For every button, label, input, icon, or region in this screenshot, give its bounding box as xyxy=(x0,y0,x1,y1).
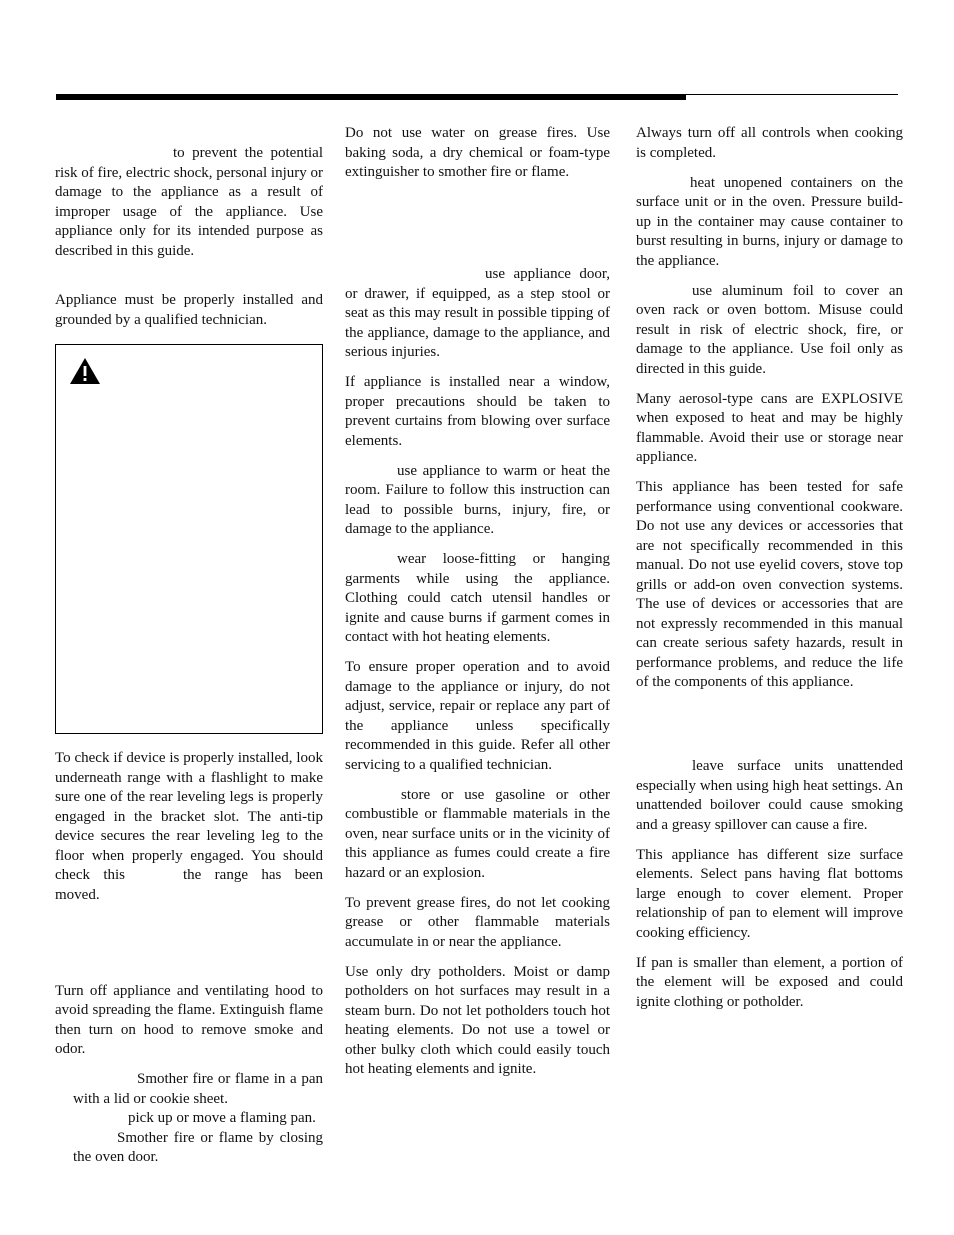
anti-tip-text: To check if device is properly installed, look underneath range with a flashlight to make sure one of the rear leveling legs is properly engaged in the bracket slot. The anti-tip device secures the rear leveling leg to the floor when properly engaged. You should check this xyxy=(55,750,323,883)
garments-paragraph xyxy=(345,550,610,648)
service-paragraph xyxy=(345,658,610,775)
intro-text: to prevent the potential risk of fire, electric shock, personal injury or damage to the appliance as a result of improper usage of the appliance. Use appliance only for its intended purpose as described in this guide. xyxy=(55,145,323,259)
fire-text: Turn off appliance and ventilating hood to avoid spreading the flame. Extinguish flame then turn on hood to remove smoke and odor. xyxy=(55,982,323,1057)
unattended-paragraph xyxy=(636,757,903,835)
foil-text: use aluminum foil to cover an oven rack or oven bottom. Misuse could result in risk of electric shock, fire, or damage to the appliance. Use foil only as directed in this guide. xyxy=(636,282,903,377)
grease-water-text: Do not use water on grease fires. Use baking soda, a dry chemical or foam-type extinguisher to smother fire or flame. xyxy=(345,125,610,180)
warning-triangle-icon xyxy=(69,357,101,385)
fire-step-2 xyxy=(55,1109,323,1129)
header-rule-thin xyxy=(686,94,898,95)
warning-box xyxy=(55,344,323,734)
element-size-paragraph xyxy=(636,846,903,944)
window-paragraph xyxy=(345,373,610,451)
header-rule-thick xyxy=(56,94,686,100)
gasoline-text: store or use gasoline or other combustible or flammable materials in the oven, near surface units or in the vicinity of this appliance as fumes could create a fire hazard or an explosion. xyxy=(345,786,610,881)
foil-paragraph xyxy=(636,282,903,380)
fire-paragraph xyxy=(55,982,323,1060)
accessories-paragraph xyxy=(636,478,903,693)
fire-step-2-text: pick up or move a flaming pan. xyxy=(128,1110,316,1126)
window-text: If appliance is installed near a window, proper precautions should be taken to prevent curtains from blowing over surface elements. xyxy=(345,374,610,449)
fire-step-3 xyxy=(55,1129,323,1168)
unattended-text: leave surface units unattended especially when using high heat settings. An unattended boilover could cause smoking and a greasy spillover can cause a fire. xyxy=(636,758,903,833)
warm-room-text: use appliance to warm or heat the room. Failure to follow this instruction can lead to possible burns, injury, fire, or damage to the appliance. xyxy=(345,462,610,537)
fire-step-3-text: Smother fire or flame by closing the oven door. xyxy=(73,1129,323,1165)
fire-step-1-text: Smother fire or flame in a pan with a lid or cookie sheet. xyxy=(73,1071,323,1107)
grease-water-paragraph xyxy=(345,124,610,183)
aerosol-paragraph xyxy=(636,390,903,468)
column-2 xyxy=(345,124,610,1090)
door-stool-paragraph xyxy=(345,265,610,363)
aerosol-text: Many aerosol-type cans are EXPLOSIVE when exposed to heat and may be highly flammable. Avoid their use or storage near appliance. xyxy=(636,390,903,465)
column-3 xyxy=(636,124,903,1023)
pan-smaller-text: If pan is smaller than element, a portion of the element will be exposed and could ignite clothing or potholder. xyxy=(636,954,903,1010)
garments-text: wear loose-fitting or hanging garments while using the appliance. Clothing could catch utensil handles or ignite and cause burns if garment comes in contact with hot heating elements. xyxy=(345,551,610,645)
containers-text: heat unopened containers on the surface unit or in the oven. Pressure build-up in the container may cause container to burst resulting in burns, injury or damage to the appliance. xyxy=(636,174,903,269)
install-paragraph xyxy=(55,272,323,331)
grease-accumulate-paragraph xyxy=(345,894,610,953)
containers-paragraph xyxy=(636,174,903,272)
controls-text: Always turn off all controls when cooking is completed. xyxy=(636,125,903,161)
intro-paragraph xyxy=(55,144,323,261)
accessories-text: This appliance has been tested for safe performance using conventional cookware. Do not use any devices or accessories that are not specifically recommended in this manual. Do not use eyelid covers, stove top grills or add-on oven convection systems. The use of devices or accessories that are not expressly recommended in this manual can create serious safety hazards, result in performance problems, and reduce the life of the components of this appliance. xyxy=(636,479,903,690)
potholders-text: Use only dry potholders. Moist or damp potholders on hot surfaces may result in a steam burn. Do not let potholders touch hot heating elements. Do not use a towel or other bulky cloth which could easily touch hot heating elements and ignite. xyxy=(345,963,610,1077)
warm-room-paragraph xyxy=(345,462,610,540)
anti-tip-paragraph xyxy=(55,749,323,905)
gasoline-paragraph xyxy=(345,786,610,884)
potholders-paragraph xyxy=(345,963,610,1080)
door-stool-text: use appliance door, or drawer, if equipped, as a step stool or seat as this may result in possible tipping of the appliance, damage to the appliance, and serious injuries. xyxy=(345,266,610,360)
element-size-text: This appliance has different size surface elements. Select pans having flat bottoms large enough to cover element. Proper relationship of pan to element will improve cooking efficiency. xyxy=(636,846,903,941)
anti-tip-text-end: the range has been moved. xyxy=(55,867,323,903)
grease-accumulate-text: To prevent grease fires, do not let cooking grease or other flammable materials accumulate in or near the appliance. xyxy=(345,894,610,950)
column-1 xyxy=(55,124,323,1168)
pan-smaller-paragraph xyxy=(636,954,903,1013)
install-text: Appliance must be properly installed and grounded by a qualified technician. xyxy=(55,292,323,328)
fire-step-1 xyxy=(55,1070,323,1109)
controls-paragraph xyxy=(636,124,903,163)
service-text: To ensure proper operation and to avoid damage to the appliance or injury, do not adjust, service, repair or replace any part of the appliance unless specifically recommended in this guide. Refer all other servicing to a qualified technician. xyxy=(345,659,610,773)
